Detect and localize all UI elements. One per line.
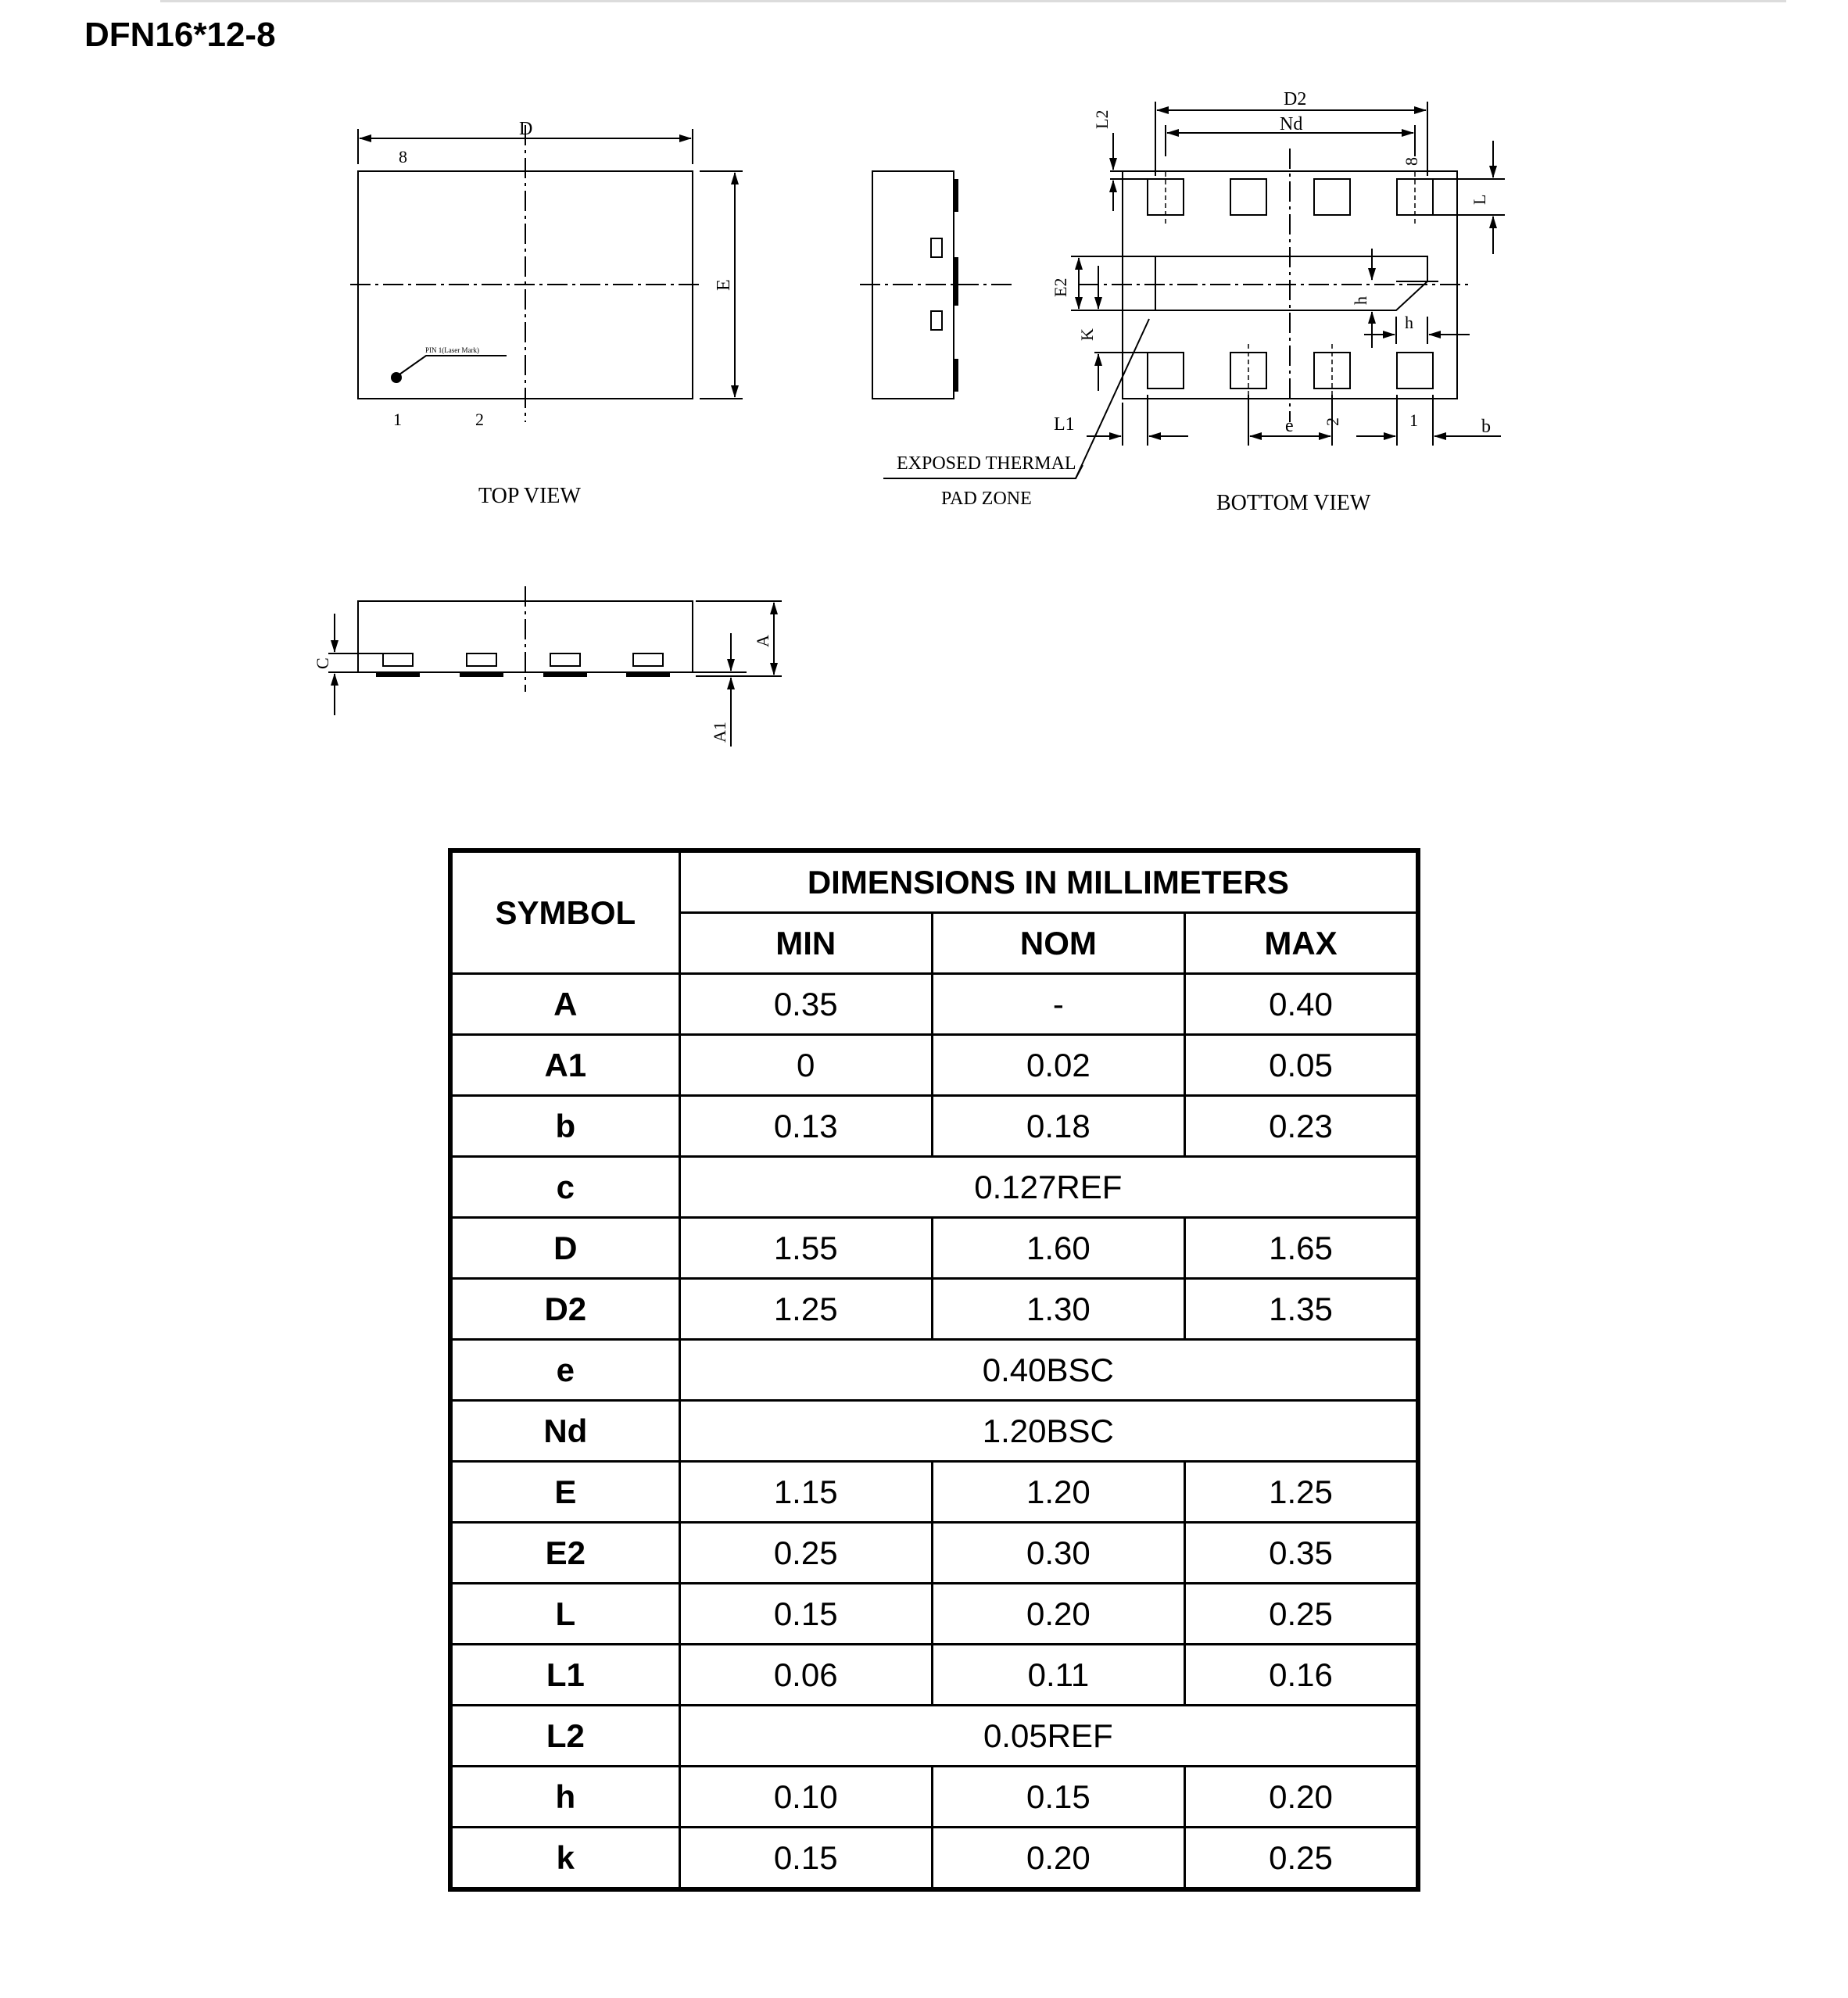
nom-cell: 0.15 (932, 1767, 1184, 1828)
table-row (450, 974, 1418, 1035)
exposed-thermal-pad (1155, 256, 1427, 310)
symbol-cell: L2 (450, 1706, 679, 1767)
table-row (450, 1401, 1418, 1462)
dim-label-a: A (753, 635, 772, 647)
dim-label-l: L (1470, 194, 1489, 205)
symbol-cell: A (450, 974, 679, 1035)
dim-label-b: b (1481, 417, 1491, 437)
dim-label-d2: D2 (1284, 89, 1307, 109)
max-cell: 0.40 (1185, 974, 1418, 1035)
nom-cell: 0.18 (932, 1096, 1184, 1157)
end-view (860, 171, 1016, 399)
symbol-header: SYMBOL (450, 850, 679, 974)
nom-cell: 1.30 (932, 1279, 1184, 1340)
table-row (450, 1096, 1418, 1157)
min-cell: 0.10 (679, 1767, 932, 1828)
dim-label-e-pitch: e (1285, 416, 1294, 436)
min-cell: 0.25 (679, 1523, 932, 1584)
table-row (450, 1706, 1418, 1767)
table-row (450, 1523, 1418, 1584)
max-cell: 0.20 (1185, 1767, 1418, 1828)
dimensions-table (448, 848, 1420, 1892)
min-cell: 1.25 (679, 1279, 932, 1340)
top-pin8-label: 8 (399, 147, 407, 166)
top-pin2-label: 2 (475, 410, 484, 429)
dim-label-e2: E2 (1051, 278, 1070, 297)
top-view (350, 125, 743, 422)
nom-cell: 0.02 (932, 1035, 1184, 1096)
table-row (450, 1035, 1418, 1096)
max-cell: 0.25 (1185, 1828, 1418, 1890)
nom-cell: 0.30 (932, 1523, 1184, 1584)
table-row (450, 1645, 1418, 1706)
max-cell: 0.16 (1185, 1645, 1418, 1706)
pad (1397, 353, 1433, 388)
nom-header: NOM (932, 913, 1184, 974)
min-cell: 0.15 (679, 1828, 932, 1890)
merged-value-cell: 1.20BSC (679, 1401, 1418, 1462)
max-cell: 0.05 (1185, 1035, 1418, 1096)
max-cell: 1.25 (1185, 1462, 1418, 1523)
thermal-pad-label-line1: EXPOSED THERMAL (897, 453, 1076, 474)
pad (1230, 179, 1266, 215)
table-row (450, 1279, 1418, 1340)
symbol-cell: Nd (450, 1401, 679, 1462)
symbol-cell: D2 (450, 1279, 679, 1340)
pin1-mark-label: PIN 1(Laser Mark) (425, 346, 479, 354)
dim-label-k: K (1077, 328, 1097, 341)
dim-label-l1: L1 (1054, 414, 1075, 435)
min-cell: 0.35 (679, 974, 932, 1035)
nom-cell: 0.11 (932, 1645, 1184, 1706)
table-row (450, 1157, 1418, 1218)
table-row (450, 1828, 1418, 1890)
min-cell: 0.13 (679, 1096, 932, 1157)
symbol-cell: D (450, 1218, 679, 1279)
dim-label-e: E (714, 279, 734, 291)
symbol-cell: A1 (450, 1035, 679, 1096)
min-header: MIN (679, 913, 932, 974)
bottom-pin1-label: 1 (1409, 410, 1418, 430)
nom-cell: 0.20 (932, 1828, 1184, 1890)
dimensions-group-header: DIMENSIONS IN MILLIMETERS (679, 850, 1418, 913)
table-row (450, 1340, 1418, 1401)
table-row (450, 1584, 1418, 1645)
bottom-pin2-label: 2 (1323, 417, 1342, 426)
dim-label-h-horizontal: h (1405, 313, 1413, 332)
dim-label-c: C (313, 657, 332, 669)
merged-value-cell: 0.40BSC (679, 1340, 1418, 1401)
min-cell: 1.15 (679, 1462, 932, 1523)
min-cell: 0.06 (679, 1645, 932, 1706)
merged-value-cell: 0.05REF (679, 1706, 1418, 1767)
symbol-cell: k (450, 1828, 679, 1890)
min-cell: 0.15 (679, 1584, 932, 1645)
min-cell: 0 (679, 1035, 932, 1096)
merged-value-cell: 0.127REF (679, 1157, 1418, 1218)
symbol-cell: c (450, 1157, 679, 1218)
dim-label-d: D (519, 119, 533, 139)
max-cell: 1.35 (1185, 1279, 1418, 1340)
max-header: MAX (1185, 913, 1418, 974)
dim-label-h-vertical: h (1351, 296, 1370, 305)
top-pin1-label: 1 (393, 410, 402, 429)
nom-cell: - (932, 974, 1184, 1035)
symbol-cell: h (450, 1767, 679, 1828)
table-row (450, 1218, 1418, 1279)
max-cell: 0.25 (1185, 1584, 1418, 1645)
pad (1314, 179, 1350, 215)
bottom-view-caption: BOTTOM VIEW (1216, 491, 1371, 515)
top-view-caption: TOP VIEW (478, 484, 581, 508)
thermal-pad-label-line2: PAD ZONE (941, 489, 1032, 509)
pad (1148, 353, 1184, 388)
dim-label-nd: Nd (1280, 114, 1303, 134)
nom-cell: 1.60 (932, 1218, 1184, 1279)
package-title: DFN16*12-8 (84, 16, 276, 54)
dim-label-a1: A1 (710, 722, 729, 743)
symbol-cell: E (450, 1462, 679, 1523)
nom-cell: 0.20 (932, 1584, 1184, 1645)
symbol-cell: e (450, 1340, 679, 1401)
symbol-cell: b (450, 1096, 679, 1157)
table-row (450, 1767, 1418, 1828)
max-cell: 1.65 (1185, 1218, 1418, 1279)
min-cell: 1.55 (679, 1218, 932, 1279)
max-cell: 0.35 (1185, 1523, 1418, 1584)
symbol-cell: L (450, 1584, 679, 1645)
nom-cell: 1.20 (932, 1462, 1184, 1523)
symbol-cell: L1 (450, 1645, 679, 1706)
bottom-pin8-label: 8 (1402, 157, 1421, 166)
table-row (450, 1462, 1418, 1523)
package-outline-drawing (0, 0, 1848, 782)
dim-label-l2: L2 (1092, 109, 1112, 129)
symbol-cell: E2 (450, 1523, 679, 1584)
max-cell: 0.23 (1185, 1096, 1418, 1157)
